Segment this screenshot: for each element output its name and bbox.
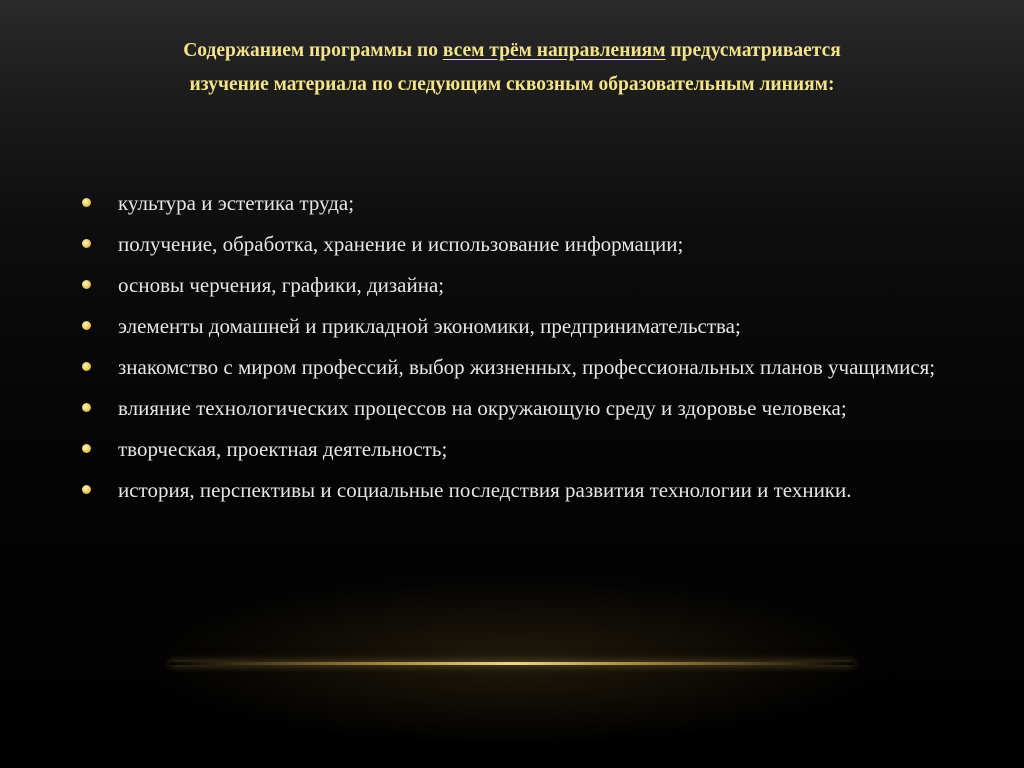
list-item — [80, 227, 944, 261]
heading-text-start: Содержанием программы по — [183, 40, 443, 61]
list-item-text: элементы домашней и прикладной экономики, предпринимательства; — [118, 314, 741, 338]
list-item-text: творческая, проектная деятельность; — [118, 437, 448, 461]
list-item-text: получение, обработка, хранение и использование информации; — [118, 232, 684, 256]
bullet-dot-icon — [82, 403, 91, 412]
bullet-dot-icon — [82, 321, 91, 330]
bullet-dot-icon — [82, 362, 91, 371]
content-list — [80, 186, 944, 514]
slide-heading — [150, 34, 874, 102]
bullet-dot-icon — [82, 239, 91, 248]
heading-text-end: предусматривается изучение материала по следующим сквозным образовательным линиям: — [189, 40, 841, 95]
bullet-dot-icon — [82, 280, 91, 289]
list-item-text: знакомство с миром профессий, выбор жизненных, профессиональных планов учащимися; — [118, 355, 936, 379]
list-item — [80, 186, 944, 220]
list-item-text: основы черчения, графики, дизайна; — [118, 273, 445, 297]
heading-underlined-text: всем трём направлениям — [442, 40, 666, 61]
list-item — [80, 309, 944, 343]
bullet-dot-icon — [82, 198, 91, 207]
list-item-text: культура и эстетика труда; — [118, 191, 355, 215]
list-item — [80, 473, 944, 507]
list-item-text: история, перспективы и социальные последствия развития технологии и техники. — [118, 478, 852, 502]
bullet-dot-icon — [82, 485, 91, 494]
bullet-dot-icon — [82, 444, 91, 453]
list-item — [80, 268, 944, 302]
list-item — [80, 350, 944, 384]
list-item — [80, 432, 944, 466]
list-item-text: влияние технологических процессов на окружающую среду и здоровье человека; — [118, 396, 847, 420]
list-item — [80, 391, 944, 425]
decorative-glow-line — [170, 662, 854, 665]
